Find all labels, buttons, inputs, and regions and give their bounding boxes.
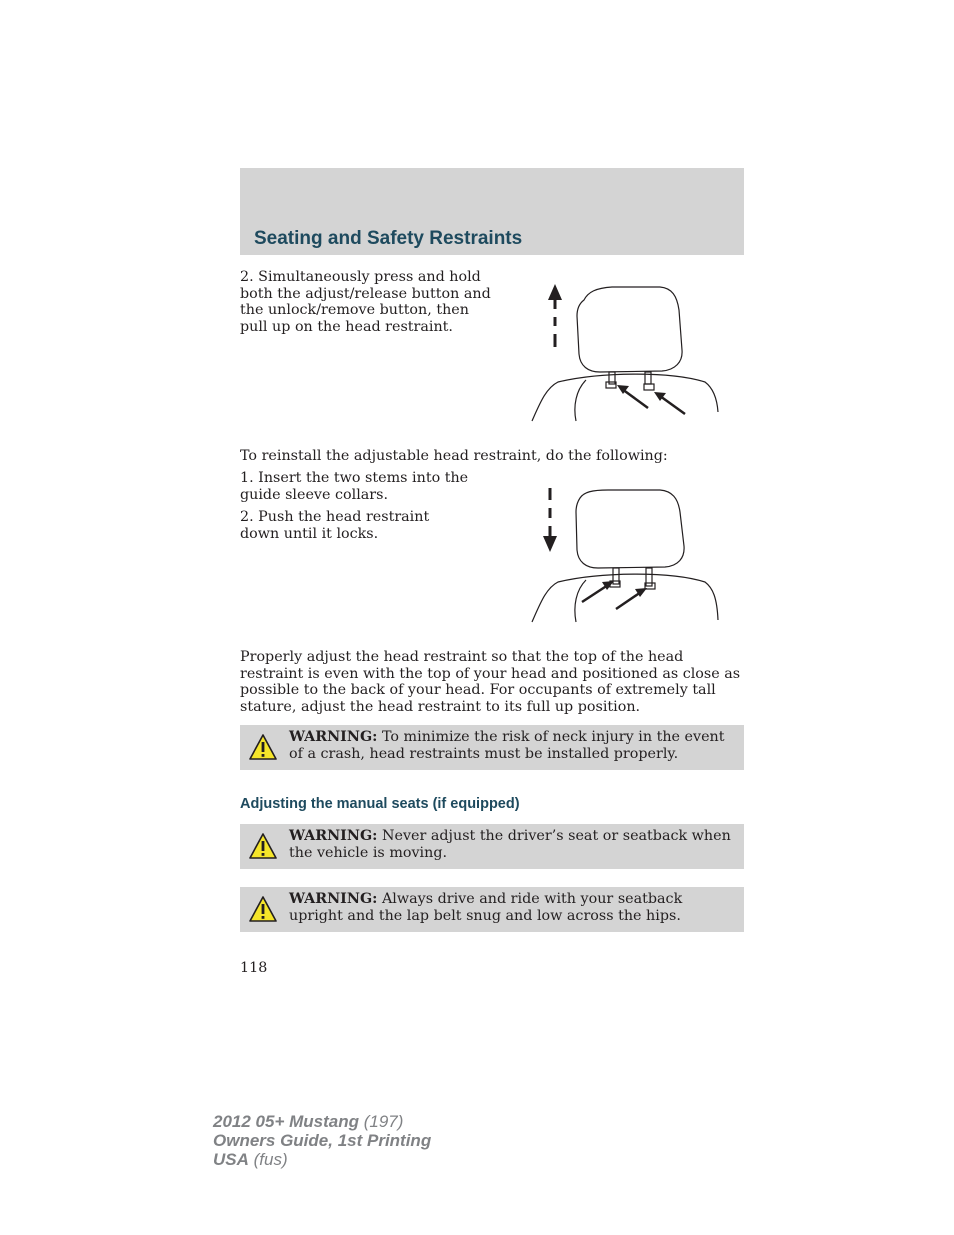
warning-triangle-icon [248,733,278,761]
footer-market: USA [213,1150,249,1169]
removal-step-2: 2. Simultaneously press and hold both the adjust/release button and the unlock/remove button, then pull up on the head restraint. [240,269,491,335]
warning-text [289,828,739,861]
warning-text [289,891,739,924]
warning-box-driver-seat [240,824,744,869]
head-restraint-pull-up-illustration [520,278,730,428]
warning-triangle-icon [248,832,278,860]
warning-message: Always drive and ride with your seatback upright and the lap belt snug and low across the hips. [289,891,683,924]
warning-label: WARNING: [289,729,378,745]
footer-market-code: (fus) [253,1150,288,1169]
warning-text [289,729,739,762]
footer-line-2 [213,1131,431,1150]
page-number: 118 [240,960,268,976]
warning-box-head-restraint [240,725,744,770]
document-footer [213,1112,431,1169]
warning-label: WARNING: [289,891,378,907]
footer-line-3 [213,1150,431,1169]
reinstall-step-1: 1. Insert the two stems into the guide sleeve collars. [240,470,469,503]
head-restraint-push-down-illustration [520,482,730,632]
warning-message: Never adjust the driver’s seat or seatback when the vehicle is moving. [289,828,731,861]
reinstall-step-2: 2. Push the head restraint down until it locks. [240,509,430,542]
reinstall-intro: To reinstall the adjustable head restraint, do the following: [240,448,668,464]
footer-model-code: (197) [363,1112,404,1131]
warning-label: WARNING: [289,828,378,844]
subheading-manual-seats: Adjusting the manual seats (if equipped) [240,796,520,812]
warning-box-seatback-upright [240,887,744,932]
footer-model: 2012 05+ Mustang [213,1112,359,1131]
warning-message: To minimize the risk of neck injury in the event of a crash, head restraints must be installed properly. [289,729,725,762]
adjust-paragraph: Properly adjust the head restraint so that the top of the head restraint is even with the top of your head and positioned as close as possible to the back of your head. For occupants of extremely tall stature, adjust the head restraint to its full up position. [240,649,741,715]
footer-line-1 [213,1112,431,1131]
warning-triangle-icon [248,895,278,923]
section-title: Seating and Safety Restraints [254,228,523,249]
footer-guide: Owners Guide, 1st Printing [213,1131,432,1150]
